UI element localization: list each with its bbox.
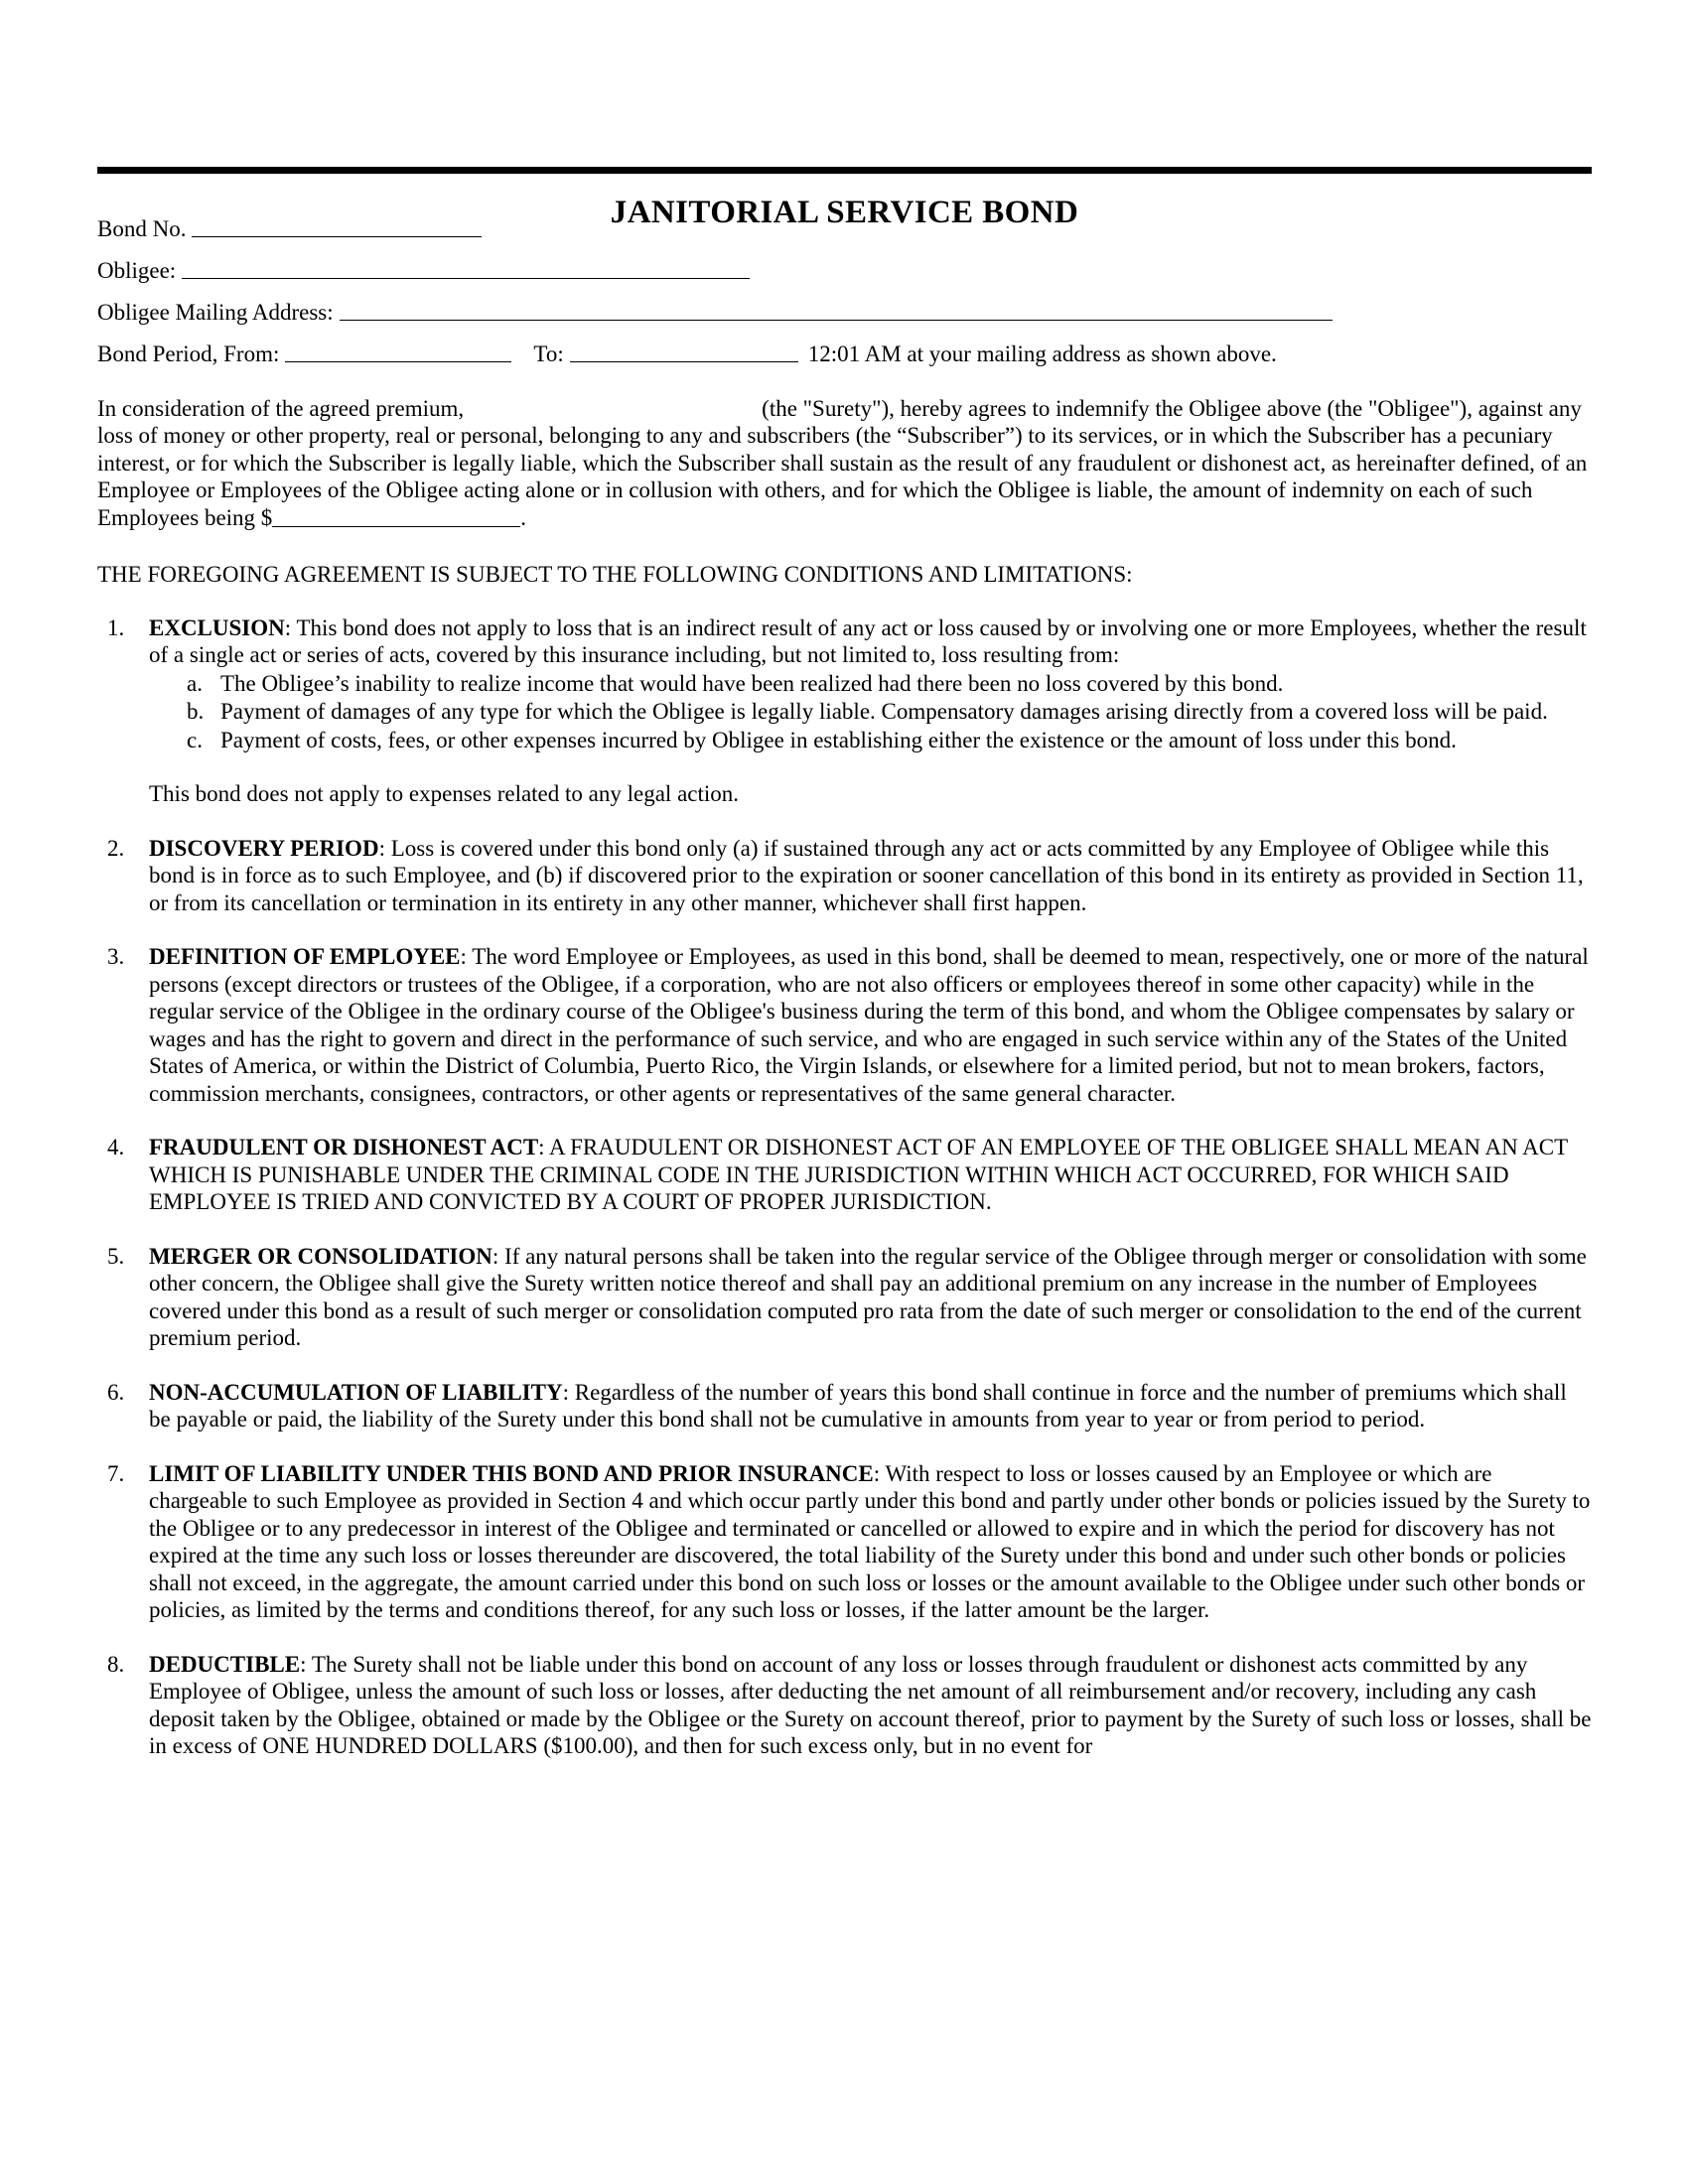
- clause-subitem-text: Payment of costs, fees, or other expenses incurred by Obligee in establishing either the existence or the amount of loss under this bond.: [220, 727, 1457, 752]
- clause-body: [149, 943, 1592, 1107]
- field-input-bond-period-from[interactable]: [285, 341, 511, 362]
- field-label-bond-period-from: Bond Period, From:: [97, 341, 280, 366]
- field-label-obligee: Obligee:: [97, 257, 177, 283]
- field-input-bond-period-to[interactable]: [570, 341, 798, 362]
- clause-text: Loss is covered under this bond only (a) if sustained through any act or acts committed by any Employee of Obligee while this bond is in force as to such Employee, and (b) if discovered prior to the expiration or sooner cancellation of this bond in its entirety as provided in Section 11, or from its cancellation or termination in its entirety in any other manner, whichever shall first happen.: [149, 835, 1584, 915]
- clause-text: The word Employee or Employees, as used in this bond, shall be deemed to mean, respectively, one or more of the natural persons (except directors or trustees of the Obligee, if a corporation, who are not also officers or employees thereof in some other capacity) while in the regular service of the Obligee in the ordinary course of the Obligee's business during the term of this bond, and whom the Obligee compensates by salary or wages and has the right to govern and direct in the performance of such service, and who are engaged in such service within any of the States of the United States of America, or within the District of Columbia, Puerto Rico, the Virgin Islands, or elsewhere for a limited period, but not to mean brokers, factors, commission merchants, consignees, contractors, or other agents or representatives of the same general character.: [149, 944, 1589, 1106]
- clause-number: 7.: [107, 1460, 125, 1486]
- clause-body: [149, 1460, 1592, 1624]
- clause-subitem: [149, 727, 1592, 754]
- clause-subitem-letter: b.: [187, 699, 205, 725]
- clause-number: 4.: [107, 1135, 125, 1160]
- clause-number: 5.: [107, 1243, 125, 1269]
- clause-title: EXCLUSION: [149, 614, 285, 640]
- clause-subitem-letter: a.: [187, 670, 203, 696]
- clause-number: 1.: [107, 614, 125, 640]
- clause-number: 8.: [107, 1651, 125, 1677]
- clause-subitem-letter: c.: [187, 727, 203, 752]
- clause-subitem: [149, 698, 1592, 726]
- clause-item: [97, 614, 1592, 808]
- field-input-bond-no[interactable]: [192, 216, 482, 237]
- clause-separator: :: [284, 614, 297, 640]
- lead-paragraph-part1: In consideration of the agreed premium,: [97, 395, 465, 421]
- clause-sublist: [149, 670, 1592, 754]
- clause-title: MERGER OR CONSOLIDATION: [149, 1243, 492, 1269]
- clause-item: [97, 1243, 1592, 1352]
- clause-item: [97, 1460, 1592, 1624]
- field-row-obligee: [97, 258, 1592, 282]
- clause-separator: :: [873, 1460, 886, 1486]
- clause-separator: :: [562, 1379, 575, 1405]
- clause-text: With respect to loss or losses caused by an Employee or which are chargeable to such Employee as provided in Section 4 and which occur partly under this bond and partly under other bonds or policies issued by the Surety to the Obligee or to any predecessor in interest of the Obligee and terminated or cancelled or allowed to expire and in which the period for discovery has not expired at the time any such loss or losses thereunder are discovered, the total liability of the Surety under this bond and under such other bonds or policies shall not exceed, in the aggregate, the amount carried under this bond on such loss or losses or the amount available to the Obligee under such other bonds or policies, as limited by the terms and conditions thereof, for any such loss or losses, if the latter amount be the larger.: [149, 1460, 1591, 1623]
- clause-subitem-text: Payment of damages of any type for which the Obligee is legally liable. Compensatory damages arising directly from a covered loss will be paid.: [220, 699, 1548, 725]
- field-input-obligee-mailing-address[interactable]: [340, 300, 1333, 321]
- clause-item: [97, 835, 1592, 917]
- clause-separator: :: [378, 835, 391, 861]
- clause-item: [97, 943, 1592, 1107]
- clause-title: FRAUDULENT OR DISHONEST ACT: [149, 1135, 539, 1160]
- clause-body: [149, 1243, 1592, 1352]
- field-input-obligee[interactable]: [182, 258, 750, 279]
- clause-item: [97, 1651, 1592, 1760]
- document-sheet: [97, 0, 1592, 1760]
- header-rule: [97, 167, 1592, 174]
- clause-title: DEFINITION OF EMPLOYEE: [149, 944, 461, 970]
- clause-text: Regardless of the number of years this bond shall continue in force and the number of premiums which shall be payable or paid, the liability of the Surety under this bond shall not be cumulative in amounts from year to year or from period to period.: [149, 1379, 1567, 1433]
- conditions-heading: THE FOREGOING AGREEMENT IS SUBJECT TO THE FOLLOWING CONDITIONS AND LIMITATIONS:: [97, 562, 1133, 588]
- clause-number: 6.: [107, 1379, 125, 1405]
- clause-text: This bond does not apply to loss that is an indirect result of any act or loss caused by or involving one or more Employees, whether the result of a single act or series of acts, covered by this insurance including, but not limited to, loss resulting from:: [149, 614, 1587, 668]
- clause-body: [149, 1379, 1592, 1433]
- clause-text: If any natural persons shall be taken into the regular service of the Obligee through merger or consolidation with some other concern, the Obligee shall give the Surety written notice thereof and shall pay an additional premium on any increase in the number of Employees covered under this bond as a result of such merger or consolidation computed pro rata from the date of such merger or consolidation to the end of the current premium period.: [149, 1243, 1587, 1351]
- clause-title: LIMIT OF LIABILITY UNDER THIS BOND AND PRIOR INSURANCE: [149, 1460, 874, 1486]
- clause-text: A FRAUDULENT OR DISHONEST ACT OF AN EMPLOYEE OF THE OBLIGEE SHALL MEAN AN ACT WHICH IS PUNISHABLE UNDER THE CRIMINAL CODE IN THE JURISDICTION WITHIN WHICH ACT OCCURRED, FOR WHICH SAID EMPLOYEE IS TRIED AND CONVICTED BY A COURT OF PROPER JURISDICTION.: [149, 1135, 1568, 1215]
- clause-list: [97, 614, 1592, 1760]
- clause-separator: :: [300, 1651, 312, 1677]
- clause-body: [149, 1134, 1592, 1216]
- clause-title: DISCOVERY PERIOD: [149, 835, 379, 861]
- field-label-bond-period-to: To:: [533, 341, 564, 366]
- clause-trailing-text: This bond does not apply to expenses related to any legal action.: [149, 781, 740, 807]
- clause-body: [149, 835, 1592, 917]
- field-label-obligee-mailing-address: Obligee Mailing Address:: [97, 299, 334, 325]
- field-label-bond-no: Bond No.: [97, 215, 187, 241]
- clause-number: 3.: [107, 944, 125, 970]
- clause-separator: :: [460, 944, 473, 970]
- field-row-obligee-mailing-address: [97, 300, 1592, 324]
- lead-paragraph-part3: .: [520, 504, 527, 530]
- clause-number: 2.: [107, 835, 125, 861]
- clause-text: The Surety shall not be liable under this bond on account of any loss or losses through fraudulent or dishonest acts committed by any Employee of Obligee, unless the amount of such loss or losses, after deducting the net amount of all reimbursement and/or recovery, including any cash deposit taken by the Obligee, obtained or made by the Obligee or the Surety on account thereof, prior to payment by the Surety of such loss or losses, shall be in excess of ONE HUNDRED DOLLARS ($100.00), and then for such excess only, but in no event for: [149, 1651, 1592, 1759]
- lead-paragraph-part2: (the "Surety"), hereby agrees to indemnify the Obligee above (the "Obligee"), against any loss of money or other property, real or personal, belonging to any and subscribers (the “Subscriber”) to its services, or in which the Subscriber has a pecuniary interest, or for which the Subscriber is legally liable, which the Subscriber shall sustain as the result of any fraudulent or dishonest act, as hereinafter defined, of an Employee or Employees of the Obligee acting alone or in collusion with others, and for which the Obligee is liable, the amount of indemnity on each of such Employees being $: [97, 395, 1588, 530]
- field-row-bond-period: [97, 341, 1592, 365]
- surety-name-blank[interactable]: [464, 401, 762, 418]
- clause-item: [97, 1379, 1592, 1433]
- clause-separator: :: [538, 1135, 550, 1160]
- page-title: JANITORIAL SERVICE BOND: [610, 195, 1079, 230]
- clause-title: NON-ACCUMULATION OF LIABILITY: [149, 1379, 563, 1405]
- clause-subitem: [149, 670, 1592, 698]
- clause-subitem-text: The Obligee’s inability to realize income that would have been realized had there been no loss covered by this bond.: [220, 670, 1284, 696]
- clause-body: [149, 614, 1592, 808]
- clause-separator: :: [492, 1243, 505, 1269]
- indemnity-amount-blank[interactable]: [272, 509, 520, 527]
- clause-title: DEDUCTIBLE: [149, 1651, 301, 1677]
- clause-body: [149, 1651, 1592, 1760]
- bond-period-trailing-text: 12:01 AM at your mailing address as shown above.: [807, 341, 1277, 366]
- clause-item: [97, 1134, 1592, 1216]
- lead-paragraph: [97, 395, 1592, 532]
